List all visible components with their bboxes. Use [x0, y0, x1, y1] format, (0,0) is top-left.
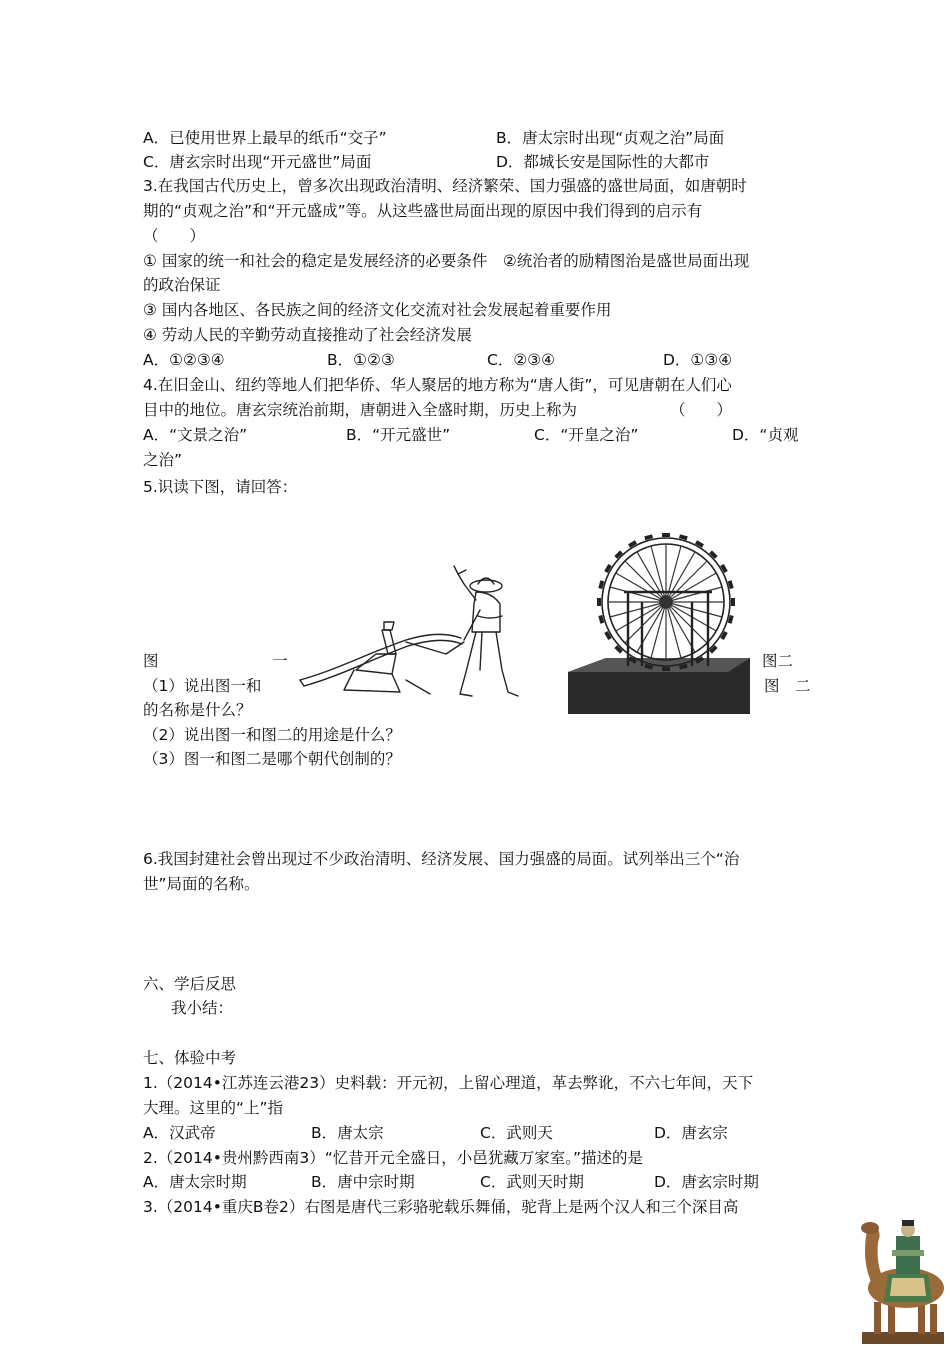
q3-item1-line1: ① 国家的统一和社会的稳定是发展经济的必要条件 ②统治者的励精图治是盛世局面出现: [143, 252, 750, 270]
s7-q3-line1: 3.（2014•重庆B卷2）右图是唐代三彩骆驼载乐舞俑，驼背上是两个汉人和三个深目高: [143, 1198, 739, 1216]
s7-q1-line1: 1.（2014•江苏连云港23）史料载：开元初，上留心理道，革去弊讹，不六七年间，天下: [143, 1074, 754, 1092]
q5-sub1-tail: 图 二: [764, 677, 811, 695]
q3-stem-line1: 3.在我国古代历史上，曾多次出现政治清明、经济繁荣、国力强盛的盛世局面，如唐朝时: [143, 177, 747, 195]
s7-q2-option-d: D．唐玄宗时期: [654, 1173, 759, 1191]
q3-item1-line2: 的政治保证: [143, 276, 221, 294]
q6-line1: 6.我国封建社会曾出现过不少政治清明、经济发展、国力强盛的局面。试列举出三个“治: [143, 850, 740, 868]
q4-answer-paren: （ ）: [670, 401, 733, 419]
figure-one-label-a: 图: [143, 652, 159, 670]
q3-option-b: B．①②③: [327, 351, 395, 369]
s7-q2-option-c: C．武则天时期: [480, 1173, 584, 1191]
figure-one-curved-plow: [296, 562, 522, 704]
q3-item3: ③ 国内各地区、各民族之间的经济文化交流对社会发展起着重要作用: [143, 301, 612, 319]
s7-q2-option-a: A．唐太宗时期: [143, 1173, 247, 1191]
q5-sub3: （3）图一和图二是哪个朝代创制的？: [143, 750, 401, 768]
s7-q1-option-c: C．武则天: [480, 1124, 553, 1142]
q5-sub1-line1: （1）说出图一和: [143, 677, 262, 695]
q4-stem-line2: 目中的地位。唐玄宗统治前期，唐朝进入全盛时期，历史上称为: [143, 401, 578, 419]
q5-sub2: （2）说出图一和图二的用途是什么？: [143, 726, 401, 744]
q3-stem-paren: （ ）: [143, 227, 206, 245]
q3-option-d: D．①③④: [663, 351, 733, 369]
q3-item4: ④ 劳动人民的辛勤劳动直接推动了社会经济发展: [143, 326, 472, 344]
tang-sancai-camel-figure: [848, 1206, 948, 1344]
section-six-title: 六、学后反思: [143, 975, 237, 993]
q2-option-d: D．都城长安是国际性的大都市: [496, 153, 710, 171]
q3-option-c: C．②③④: [487, 351, 556, 369]
s7-q1-option-d: D．唐玄宗: [654, 1124, 728, 1142]
section-seven-title: 七、体验中考: [143, 1049, 237, 1067]
s7-q1-option-a: A．汉武帝: [143, 1124, 216, 1142]
plow-farmer-illustration: [296, 562, 522, 704]
section-six-summary: 我小结：: [171, 999, 234, 1017]
water-wheel-model: [568, 520, 750, 714]
camel-illustration: [848, 1206, 948, 1344]
q5-stem: 5.识读下图，请回答：: [143, 478, 298, 496]
q6-line2: 世”局面的名称。: [143, 875, 260, 893]
figure-one-label-b: 一: [272, 652, 288, 670]
q4-option-d-continued: 之治”: [143, 451, 183, 469]
q5-sub1-line2: 的名称是什么？: [143, 701, 252, 719]
s7-q1-line2: 大理。这里的“上”指: [143, 1099, 284, 1117]
q3-stem-line2: 期的“贞观之治”和“开元盛成”等。从这些盛世局面出现的原因中我们得到的启示有: [143, 202, 703, 220]
q4-option-c: C．“开皇之治”: [534, 426, 639, 444]
q3-option-a: A．①②③④: [143, 351, 225, 369]
q4-stem-line1: 4.在旧金山、纽约等地人们把华侨、华人聚居的地方称为“唐人街”，可见唐朝在人们心: [143, 376, 732, 394]
q4-option-b: B．“开元盛世”: [346, 426, 451, 444]
q2-option-c: C．唐玄宗时出现“开元盛世”局面: [143, 153, 372, 171]
q2-option-a: A．已使用世界上最早的纸币“交子”: [143, 129, 387, 147]
s7-q1-option-b: B．唐太宗: [311, 1124, 384, 1142]
q4-option-d: D．“贞观: [732, 426, 799, 444]
q2-option-b: B．唐太宗时出现“贞观之治”局面: [496, 129, 725, 147]
s7-q2-line1: 2.（2014•贵州黔西南3）“忆昔开元全盛日，小邑犹藏万家室。”描述的是: [143, 1149, 644, 1167]
figure-two-water-wheel: [568, 520, 750, 714]
figure-two-label: 图二: [762, 652, 794, 670]
q4-option-a: A．“文景之治”: [143, 426, 248, 444]
s7-q2-option-b: B．唐中宗时期: [311, 1173, 415, 1191]
